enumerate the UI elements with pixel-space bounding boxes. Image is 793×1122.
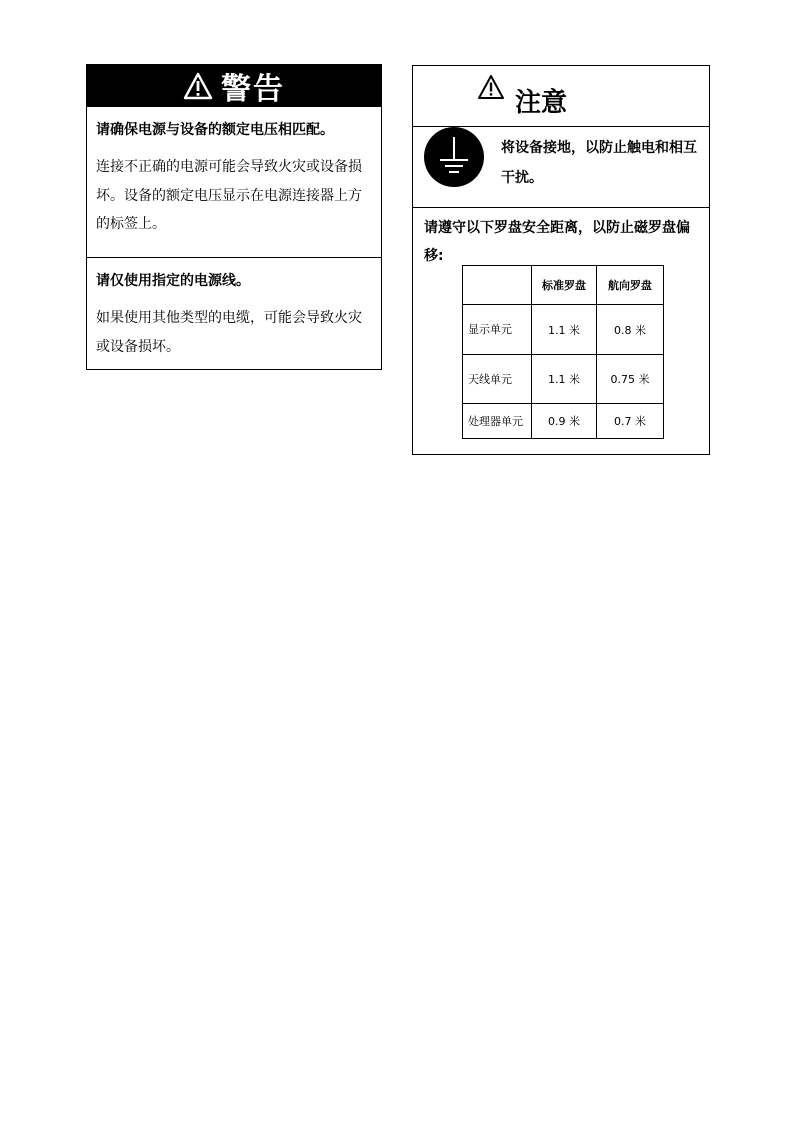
warning-box bbox=[86, 64, 382, 370]
warning-triangle-icon bbox=[477, 74, 505, 100]
caution-header bbox=[413, 66, 709, 127]
warning-section-voltage bbox=[87, 107, 381, 258]
table-header-standard: 标准罗盘 bbox=[532, 266, 597, 305]
ground-instruction: 将设备接地，以防止触电和相互干扰。 bbox=[501, 140, 697, 186]
compass-distance-table bbox=[462, 265, 664, 439]
table-cell-standard: 0.9 米 bbox=[532, 404, 597, 439]
table-row-label: 处理器单元 bbox=[463, 404, 532, 439]
warning-voltage-heading: 请确保电源与设备的额定电压相匹配。 bbox=[96, 122, 334, 138]
table-cell-magnetic: 0.75 米 bbox=[597, 355, 664, 404]
table-header-magnetic: 航向罗盘 bbox=[597, 266, 664, 305]
table-header-empty bbox=[463, 266, 532, 305]
caution-box bbox=[412, 65, 710, 455]
compass-distance-instruction: 请遵守以下罗盘安全距离，以防止磁罗盘偏移: bbox=[424, 220, 690, 264]
ground-icon bbox=[424, 127, 484, 187]
warning-header bbox=[87, 65, 381, 107]
table-row bbox=[463, 355, 664, 404]
table-row-label: 显示单元 bbox=[463, 305, 532, 355]
table-cell-standard: 1.1 米 bbox=[532, 355, 597, 404]
warning-section-cable bbox=[87, 258, 381, 361]
ground-section bbox=[413, 127, 709, 208]
table-cell-magnetic: 0.7 米 bbox=[597, 404, 664, 439]
table-row bbox=[463, 404, 664, 439]
table-cell-standard: 1.1 米 bbox=[532, 305, 597, 355]
warning-voltage-text: 连接不正确的电源可能会导致火灾或设备损坏。设备的额定电压显示在电源连接器上方的标签上。 bbox=[96, 159, 362, 232]
warning-cable-text: 如果使用其他类型的电缆，可能会导致火灾或设备损坏。 bbox=[96, 310, 362, 355]
table-row bbox=[463, 305, 664, 355]
warning-title: 警告 bbox=[221, 72, 285, 107]
table-cell-magnetic: 0.8 米 bbox=[597, 305, 664, 355]
warning-triangle-icon bbox=[183, 72, 213, 100]
caution-title: 注意 bbox=[515, 88, 568, 118]
table-header-row bbox=[463, 266, 664, 305]
table-row-label: 天线单元 bbox=[463, 355, 532, 404]
warning-cable-heading: 请仅使用指定的电源线。 bbox=[96, 273, 250, 289]
